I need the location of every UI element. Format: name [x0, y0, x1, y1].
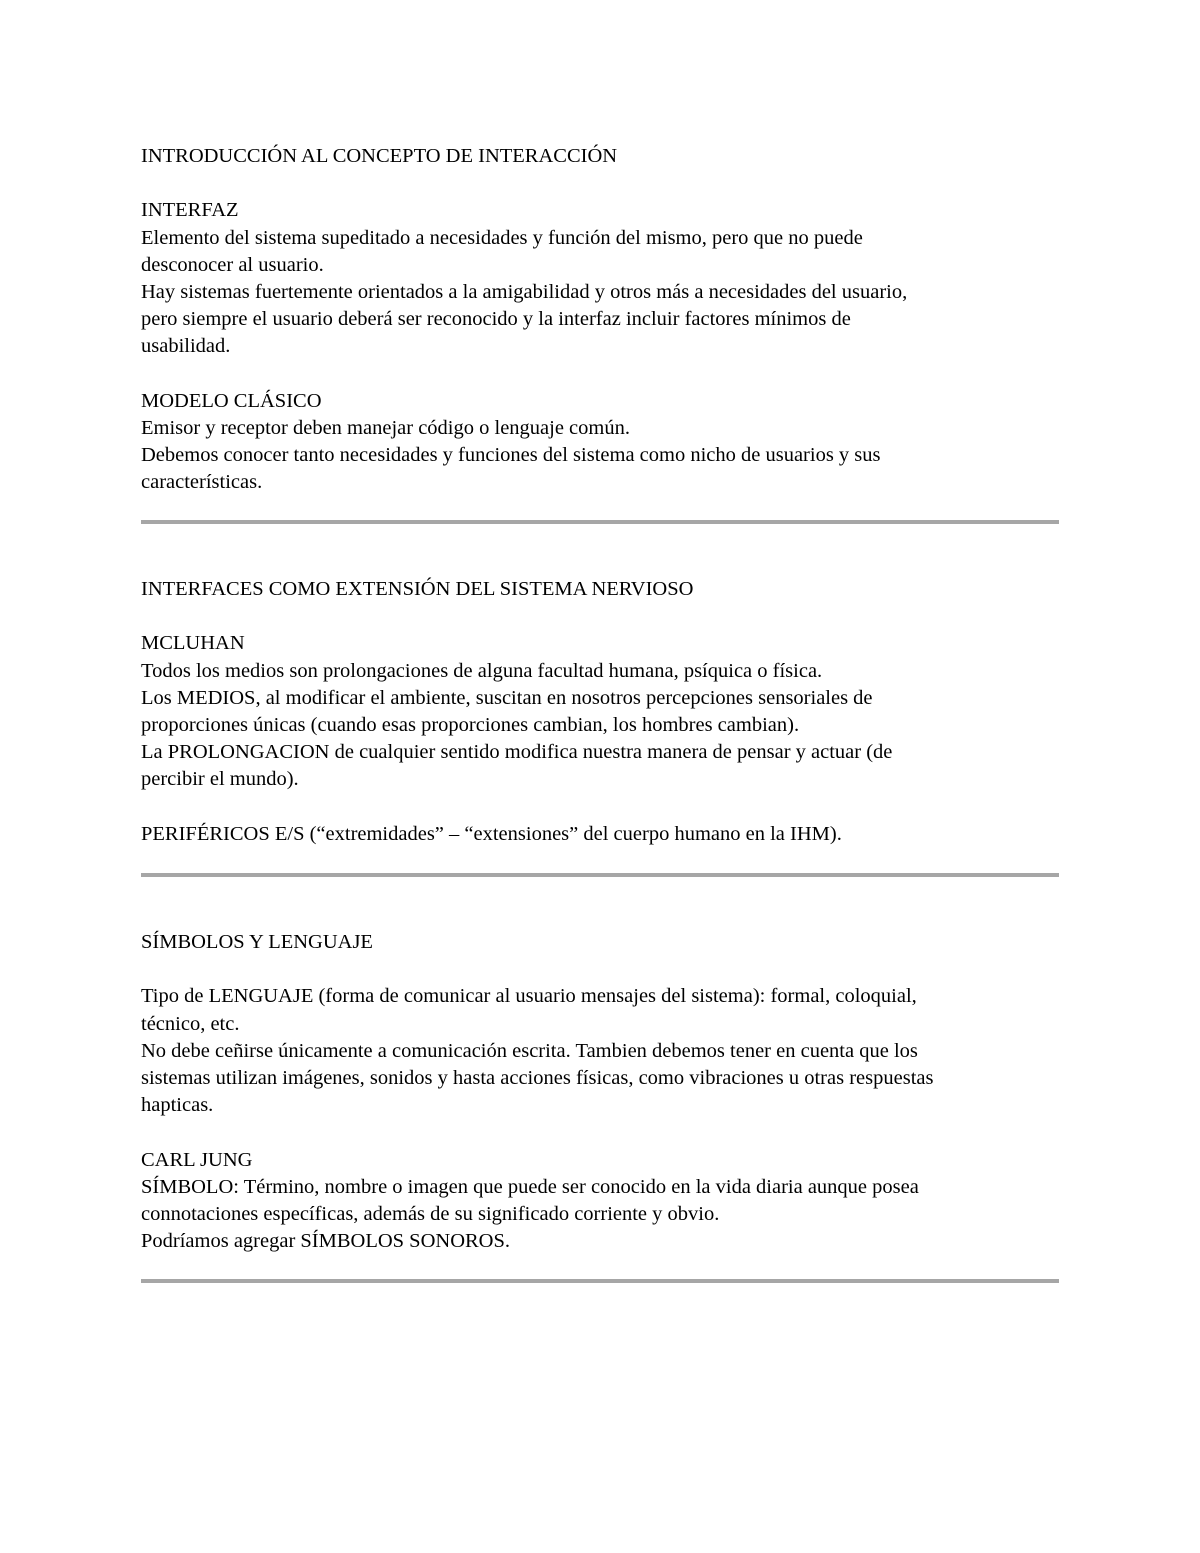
- paragraph-line: características.: [141, 471, 263, 494]
- section-title: SÍMBOLOS Y LENGUAJE: [141, 931, 373, 953]
- subheading-modelo-clasico: MODELO CLÁSICO: [141, 389, 322, 412]
- paragraph-line: SÍMBOLO: Término, nombre o imagen que puede ser conocido en la vida diaria aunque posea: [141, 1175, 919, 1198]
- paragraph-line: usabilidad.: [141, 335, 231, 358]
- paragraph-line: desconocer al usuario.: [141, 253, 324, 276]
- blank-line: [141, 1119, 1061, 1146]
- paragraph-line: Emisor y receptor deben manejar código o lenguaje común.: [141, 416, 630, 439]
- paragraph-line: proporciones únicas (cuando esas proporciones cambian, los hombres cambian).: [141, 713, 800, 736]
- paragraph-line: Todos los medios son prolongaciones de alguna facultad humana, psíquica o física.: [141, 659, 823, 682]
- section-divider: [141, 1279, 1059, 1283]
- paragraph-line: hapticas.: [141, 1094, 214, 1117]
- blank-line: [141, 170, 1061, 197]
- paragraph-line: sistemas utilizan imágenes, sonidos y hasta acciones físicas, como vibraciones u otras respuestas: [141, 1066, 934, 1089]
- paragraph-line: técnico, etc.: [141, 1012, 240, 1035]
- paragraph-line: Tipo de LENGUAJE (forma de comunicar al usuario mensajes del sistema): formal, coloquial,: [141, 985, 917, 1008]
- subheading-mcluhan: MCLUHAN: [141, 632, 245, 655]
- paragraph-line: Elemento del sistema supeditado a necesidades y función del mismo, pero que no puede: [141, 226, 863, 249]
- subheading-interfaz: INTERFAZ: [141, 199, 239, 222]
- blank-line: [141, 361, 1061, 388]
- paragraph-line: Hay sistemas fuertemente orientados a la amigabilidad y otros más a necesidades del usuario,: [141, 280, 908, 303]
- blank-line: [141, 794, 1061, 821]
- section-title: INTERFACES COMO EXTENSIÓN DEL SISTEMA NERVIOSO: [141, 578, 694, 600]
- section-simbolos-lenguaje: [141, 929, 1061, 1255]
- subheading-carl-jung: CARL JUNG: [141, 1148, 253, 1171]
- section-divider: [141, 873, 1059, 877]
- paragraph-line: Debemos conocer tanto necesidades y funciones del sistema como nicho de usuarios y sus: [141, 444, 881, 467]
- paragraph-line: Podríamos agregar SÍMBOLOS SONOROS.: [141, 1230, 510, 1253]
- paragraph-line: connotaciones específicas, además de su significado corriente y obvio.: [141, 1202, 720, 1225]
- paragraph-line: No debe ceñirse únicamente a comunicación escrita. Tambien debemos tener en cuenta que los: [141, 1039, 918, 1062]
- blank-line: [141, 603, 1061, 630]
- section-interfaces-extension: [141, 576, 1061, 848]
- section-divider: [141, 520, 1059, 524]
- paragraph-line: Los MEDIOS, al modificar el ambiente, suscitan en nosotros percepciones sensoriales de: [141, 686, 873, 709]
- paragraph-line: pero siempre el usuario deberá ser reconocido y la interfaz incluir factores mínimos de: [141, 308, 851, 331]
- paragraph-line: percibir el mundo).: [141, 768, 299, 791]
- section-title: INTRODUCCIÓN AL CONCEPTO DE INTERACCIÓN: [141, 145, 618, 167]
- blank-line: [141, 956, 1061, 983]
- section-introduccion: [141, 143, 1061, 496]
- paragraph-line: La PROLONGACION de cualquier sentido modifica nuestra manera de pensar y actuar (de: [141, 741, 893, 764]
- paragraph-line: PERIFÉRICOS E/S (“extremidades” – “extensiones” del cuerpo humano en la IHM).: [141, 822, 842, 845]
